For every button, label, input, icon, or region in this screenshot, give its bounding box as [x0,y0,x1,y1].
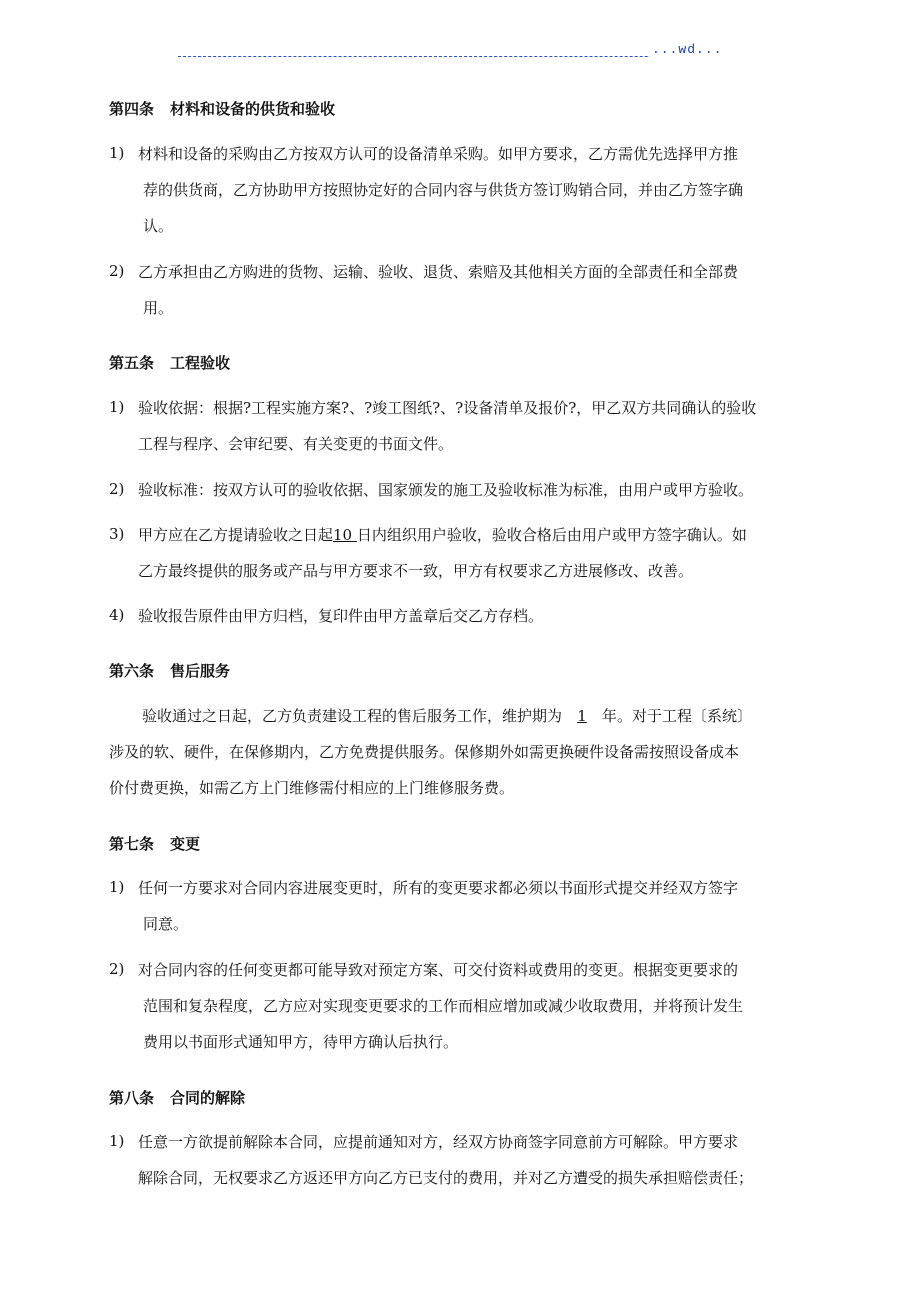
acceptance-days-blank: 10 [333,526,353,544]
item-number: 1) [109,144,125,162]
item-text-line: 用。 [143,299,174,317]
item-text-line: 对合同内容的任何变更都可能导致对预定方案、可交付资料或费用的变更。根据变更要求的 [138,961,739,979]
item-text-line: 解除合同，无权要求乙方返还甲方向乙方已支付的费用，并对乙方遭受的损失承担赔偿责任； [138,1169,754,1187]
item-text-line: 验收报告原件由甲方归档，复印件由甲方盖章后交乙方存档。 [138,607,544,625]
item-text-line: 乙方最终提供的服务或产品与甲方要求不一致，甲方有权要求乙方进展修改、改善。 [138,562,694,580]
item-number: 1) [109,878,125,896]
list-item [109,960,799,1068]
item-text-line: 乙方承担由乙方购进的货物、运输、验收、退货、索赔及其他相关方面的全部责任和全部费 [138,263,739,281]
list-item [109,1132,799,1204]
section-number: 第五条 [109,354,155,372]
section-number: 第八条 [109,1089,155,1107]
section-number: 第四条 [109,100,155,118]
section-heading-6 [109,660,230,681]
list-item [109,606,799,642]
paragraph-line [109,706,799,742]
item-text-segment: 甲方应在乙方提请验收之日起 [138,526,334,544]
header-watermark-text: ...wd... [652,42,723,57]
section-heading-4 [109,98,335,119]
section-heading-5 [109,352,230,373]
section-heading-7 [109,833,200,854]
item-number: 2) [109,262,125,280]
list-item [109,144,799,252]
item-text-segment: 日内组织用户验收，验收合格后由用户或甲方签字确认。如 [356,526,747,544]
section-number: 第七条 [109,835,155,853]
item-number: 1) [109,398,125,416]
paragraph [109,706,799,814]
item-number: 3) [109,525,125,543]
item-text-line: 范围和复杂程度，乙方应对实现变更要求的工作而相应增加或减少收取费用，并将预计发生 [143,997,744,1015]
item-text-line: 认。 [143,217,174,235]
list-item [109,878,799,950]
item-text-line [109,525,799,561]
list-item [109,525,799,597]
paragraph-segment: 年。对于工程〔系统〕 [602,707,753,725]
section-title: 合同的解除 [170,1089,246,1107]
item-text-line: 验收标准：按双方认可的验收依据、国家颁发的施工及验收标准为标准，由用户或甲方验收。 [138,481,754,499]
paragraph-segment: 验收通过之日起，乙方负责建设工程的售后服务工作，维护期为 [142,707,563,725]
item-text-line: 任意一方欲提前解除本合同，应提前通知对方，经双方协商签字同意前方可解除。甲方要求 [138,1133,739,1151]
section-title: 工程验收 [170,354,231,372]
paragraph-line: 价付费更换，如需乙方上门维修需付相应的上门维修服务费。 [109,779,515,797]
list-item [109,480,799,516]
item-text-line: 工程与程序、会审纪要、有关变更的书面文件。 [138,435,454,453]
list-item [109,262,799,334]
section-title: 售后服务 [170,662,231,680]
item-text-line: 材料和设备的采购由乙方按双方认可的设备清单采购。如甲方要求，乙方需优先选择甲方推 [138,145,739,163]
item-text-line: 同意。 [143,915,189,933]
section-title: 变更 [170,835,201,853]
section-number: 第六条 [109,662,155,680]
item-text-line: 费用以书面形式通知甲方，待甲方确认后执行。 [143,1033,459,1051]
item-number: 1) [109,1132,125,1150]
section-heading-8 [109,1087,245,1108]
item-text-line: 荐的供货商，乙方协助甲方按照协定好的合同内容与供货方签订购销合同，并由乙方签字确 [143,181,744,199]
item-number: 2) [109,480,125,498]
item-text-line: 任何一方要求对合同内容进展变更时，所有的变更要求都必须以书面形式提交并经双方签字 [138,879,739,897]
item-number: 2) [109,960,125,978]
section-title: 材料和设备的供货和验收 [170,100,336,118]
list-item [109,398,799,470]
paragraph-line: 涉及的软、硬件，在保修期内，乙方免费提供服务。保修期外如需更换硬件设备需按照设备成本 [109,743,740,761]
warranty-years-blank: 1 [577,707,587,725]
header-dashed-rule [178,56,723,57]
item-text-line: 验收依据：根据?工程实施方案?、?竣工图纸?、?设备清单及报价?，甲乙双方共同确认的验收 [138,399,757,417]
item-number: 4) [109,606,125,624]
